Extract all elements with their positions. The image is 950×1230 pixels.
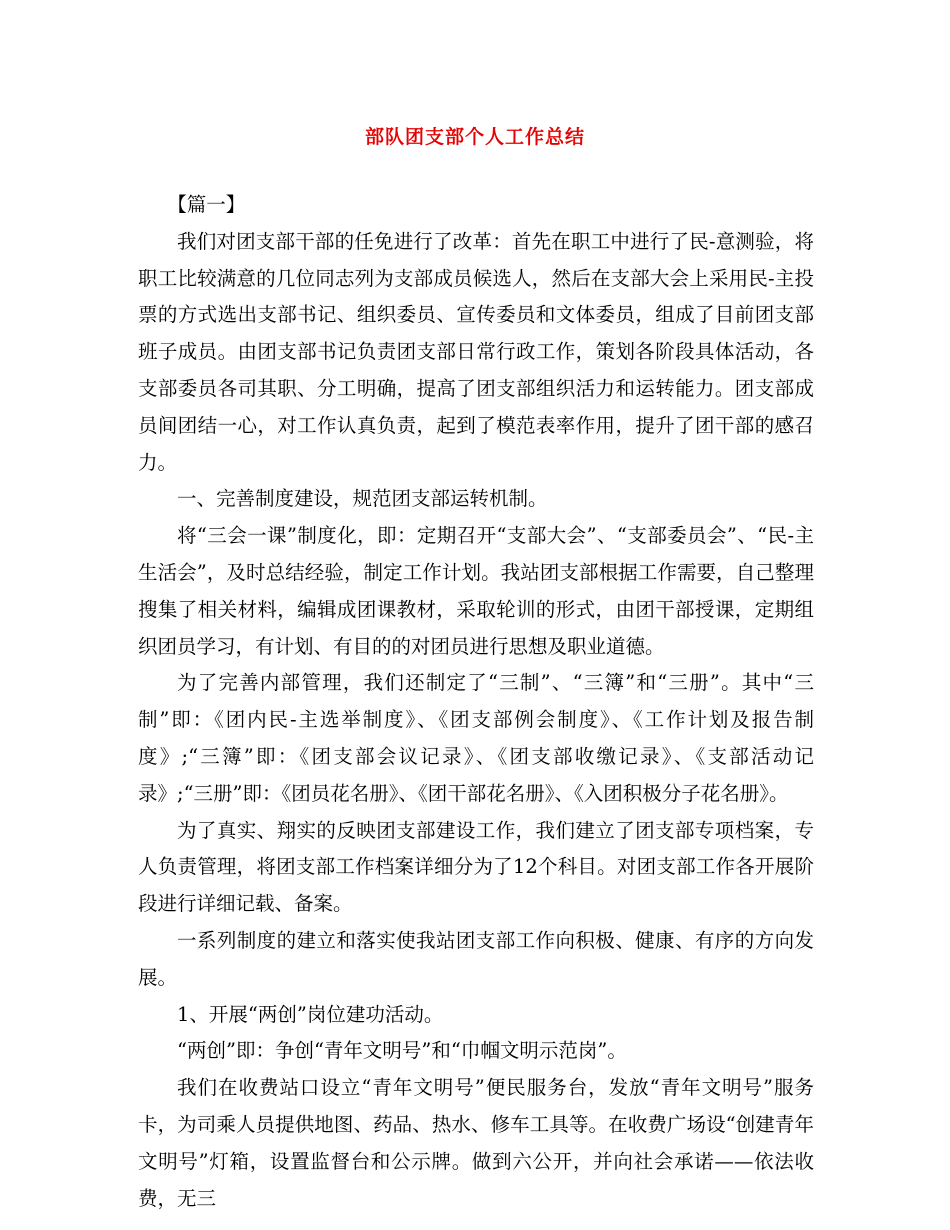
paragraph: “两创”即：争创“青年文明号”和“巾帼文明示范岗”。: [177, 1039, 627, 1063]
document-title: 部队团支部个人工作总结: [364, 126, 585, 148]
paragraph: 一、完善制度建设，规范团支部运转机制。: [177, 487, 548, 511]
paragraph: 为了真实、翔实的反映团支部建设工作，我们建立了团支部专项档案，专人负责管理，将团支部工作档案详细分为了12个科目。对团支部工作各开展阶段进行详细记载、备案。: [138, 818, 814, 916]
document-body: [138, 187, 814, 1217]
paragraph: 将“三会一课”制度化，即：定期召开“支部大会”、“支部委员会”、“民-主生活会”，及时总结经验，制定工作计划。我站团支部根据工作需要，自己整理搜集了相关材料，编辑成团课教材，采取轮训的形式，由团干部授课，定期组织团员学习，有计划、有目的的对团员进行思想及职业道德。: [138, 524, 814, 658]
section-label: 【篇一】: [167, 193, 246, 216]
paragraph: 我们对团支部干部的任免进行了改革：首先在职工中进行了民-意测验，将职工比较满意的几位同志列为支部成员候选人，然后在支部大会上采用民-主投票的方式选出支部书记、组织委员、宣传委员和文体委员，组成了目前团支部班子成员。由团支部书记负责团支部日常行政工作，策划各阶段具体活动，各支部委员各司其职、分工明确，提高了团支部组织活力和运转能力。团支部成员间团结一心，对工作认真负责，起到了模范表率作用，提升了团干部的感召力。: [138, 229, 814, 474]
paragraph: 为了完善内部管理，我们还制定了“三制”、“三簿”和“三册”。其中“三制”即：《团内民-主选举制度》、《团支部例会制度》、《工作计划及报告制度》;“三簿”即：《团支部会议记录》、《团支部收缴记录》、《支部活动记录》;“三册”即：《团员花名册》、《团干部花名册》、《入团积极分子花名册》。: [138, 671, 814, 805]
paragraph: 我们在收费站口设立“青年文明号”便民服务台，发放“青年文明号”服务卡，为司乘人员提供地图、药品、热水、修车工具等。在收费广场设“创建青年文明号”灯箱，设置监督台和公示牌。做到六公开，并向社会承诺——依法收费，无三: [138, 1076, 814, 1210]
paragraph: 一系列制度的建立和落实使我站团支部工作向积极、健康、有序的方向发展。: [138, 928, 814, 989]
paragraph: 1、开展“两创”岗位建功活动。: [177, 1002, 444, 1026]
